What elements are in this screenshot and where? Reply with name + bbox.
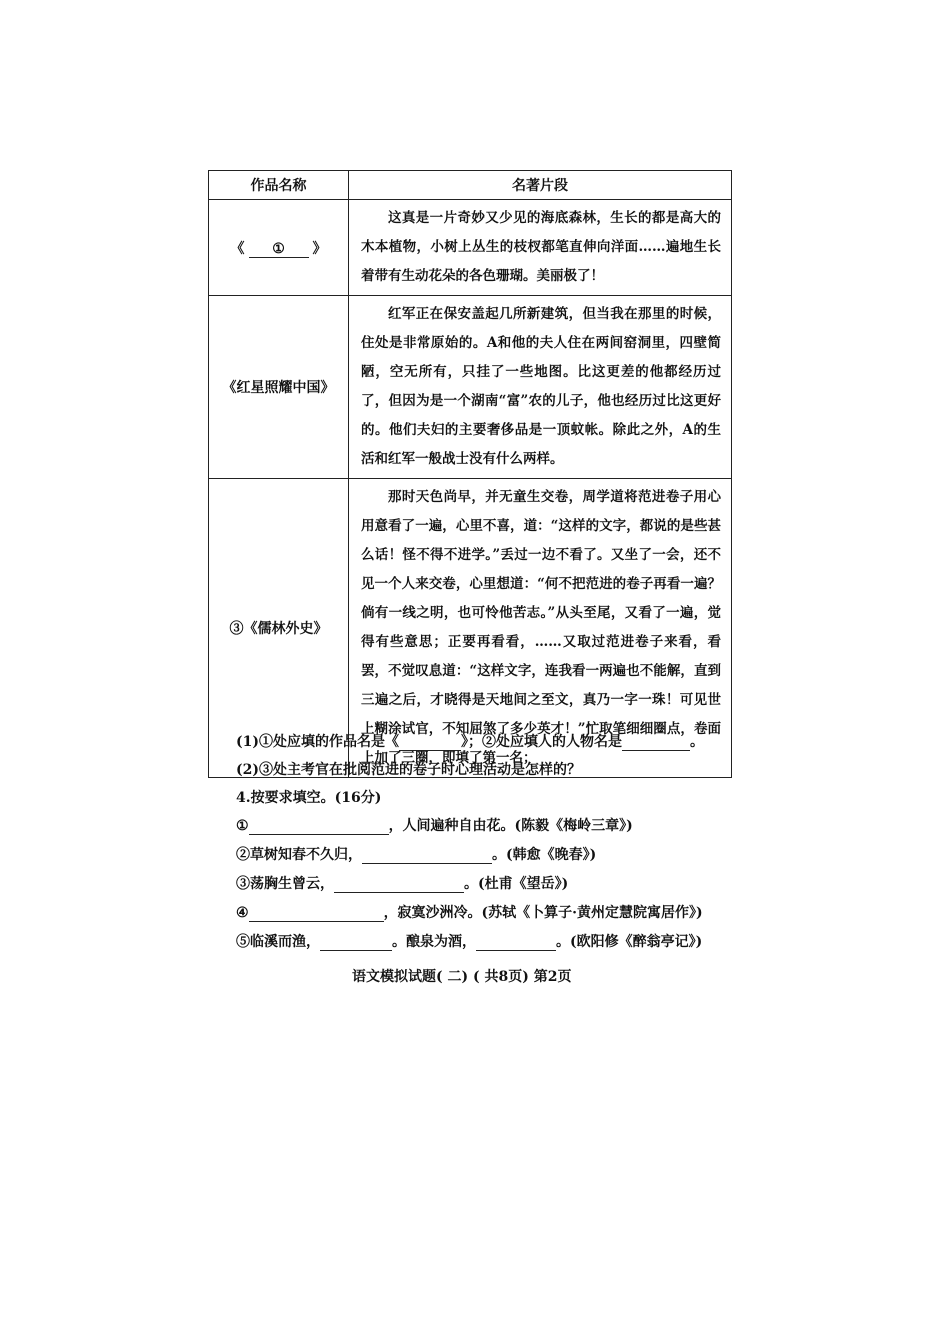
- header-excerpt: 名著片段: [349, 171, 732, 200]
- answer-blank[interactable]: [334, 876, 464, 893]
- answer-blank[interactable]: [399, 734, 461, 751]
- fill-item-4: [236, 902, 703, 922]
- question-1-text-b: 》；②处应填人的人物名是: [461, 734, 622, 750]
- fill-item-3-post: 。(杜甫《望岳》): [464, 876, 569, 892]
- table-header-row: [209, 171, 732, 200]
- fill-item-3: [236, 873, 568, 893]
- fill-item-2-post: 。(韩愈《晚春》): [492, 847, 597, 863]
- fill-item-1: [236, 815, 633, 835]
- fill-item-2: [236, 844, 596, 864]
- question-4-title: 4.按要求填空。(16分): [236, 790, 382, 806]
- page-footer: 语文模拟试题( 二) ( 共8页) 第2页: [352, 969, 572, 985]
- answer-blank[interactable]: [249, 818, 389, 835]
- fill-item-1-post: ，人间遍种自由花。(陈毅《梅岭三章》): [388, 818, 633, 834]
- fill-item-2-pre: ②草树知春不久归，: [236, 847, 362, 863]
- fill-item-4-post: ，寂寞沙洲冷。(苏轼《卜算子·黄州定慧院寓居作》): [383, 905, 703, 921]
- excerpt-cell: 这真是一片奇妙又少见的海底森林，生长的都是高大的木本植物，小树上丛生的枝杈都笔直伸向洋面……遍地生长着带有生动花朵的各色珊瑚。美丽极了！: [349, 200, 732, 296]
- answer-blank[interactable]: [622, 734, 690, 751]
- table-row: [209, 200, 732, 296]
- fill-item-1-pre: ①: [236, 818, 249, 834]
- question-1: [236, 731, 704, 751]
- fill-item-5-mid: 。酿泉为酒，: [392, 934, 476, 950]
- work-name-close: 》: [312, 240, 327, 257]
- fill-item-5-post: 。(欧阳修《醉翁亭记》): [556, 934, 703, 950]
- work-name-open: 《: [230, 240, 245, 257]
- table-row: [209, 296, 732, 479]
- header-work-name: 作品名称: [209, 171, 349, 200]
- fill-item-4-pre: ④: [236, 905, 249, 921]
- excerpt-cell: 红军正在保安盖起几所新建筑，但当我在那里的时候，住处是非常原始的。A和他的夫人住在两间窑洞里，四壁简陋，空无所有，只挂了一些地图。比这更差的他都经历过了，但因为是一个湖南“富”农的儿子，他也经历过比这更好的。他们夫妇的主要奢侈品是一顶蚊帐。除此之外，A的生活和红军一般战士没有什么两样。: [349, 296, 732, 479]
- fill-item-5: [236, 931, 702, 951]
- answer-blank[interactable]: [362, 847, 492, 864]
- answer-blank[interactable]: [249, 905, 384, 922]
- works-table: [208, 170, 732, 778]
- work-name-cell: 《红星照耀中国》: [209, 296, 349, 479]
- answer-blank[interactable]: [320, 934, 392, 951]
- question-1-text-c: 。: [690, 734, 704, 750]
- excerpt-cell: 那时天色尚早，并无童生交卷，周学道将范进卷子用心用意看了一遍，心里不喜，道：“这样的文字，都说的是些甚么话！怪不得不进学。”丢过一边不看了。又坐了一会，还不见一个人来交卷，心里想道：“何不把范进的卷子再看一遍？倘有一线之明，也可怜他苦志。”从头至尾，又看了一遍，觉得有些意思；正要再看看，……又取过范进卷子来看，看罢，不觉叹息道：“这样文字，连我看一两遍也不能解，直到三遍之后，才晓得是天地间之至文，真乃一字一珠！可见世上糊涂试官，不知屈煞了多少英才！”忙取笔细细圈点，卷面上加了三圈，即填了第一名；: [349, 479, 732, 778]
- work-name-blank: ①: [249, 241, 309, 258]
- question-1-text-a: (1)①处应填的作品名是《: [236, 734, 399, 750]
- fill-item-5-pre: ⑤临溪而渔，: [236, 934, 320, 950]
- work-name-cell: ③《儒林外史》: [209, 479, 349, 778]
- question-2: (2)③处主考官在批阅范进的卷子时心理活动是怎样的？: [236, 762, 581, 778]
- answer-blank[interactable]: [476, 934, 556, 951]
- work-name-cell: [209, 200, 349, 296]
- fill-item-3-pre: ③荡胸生曾云，: [236, 876, 334, 892]
